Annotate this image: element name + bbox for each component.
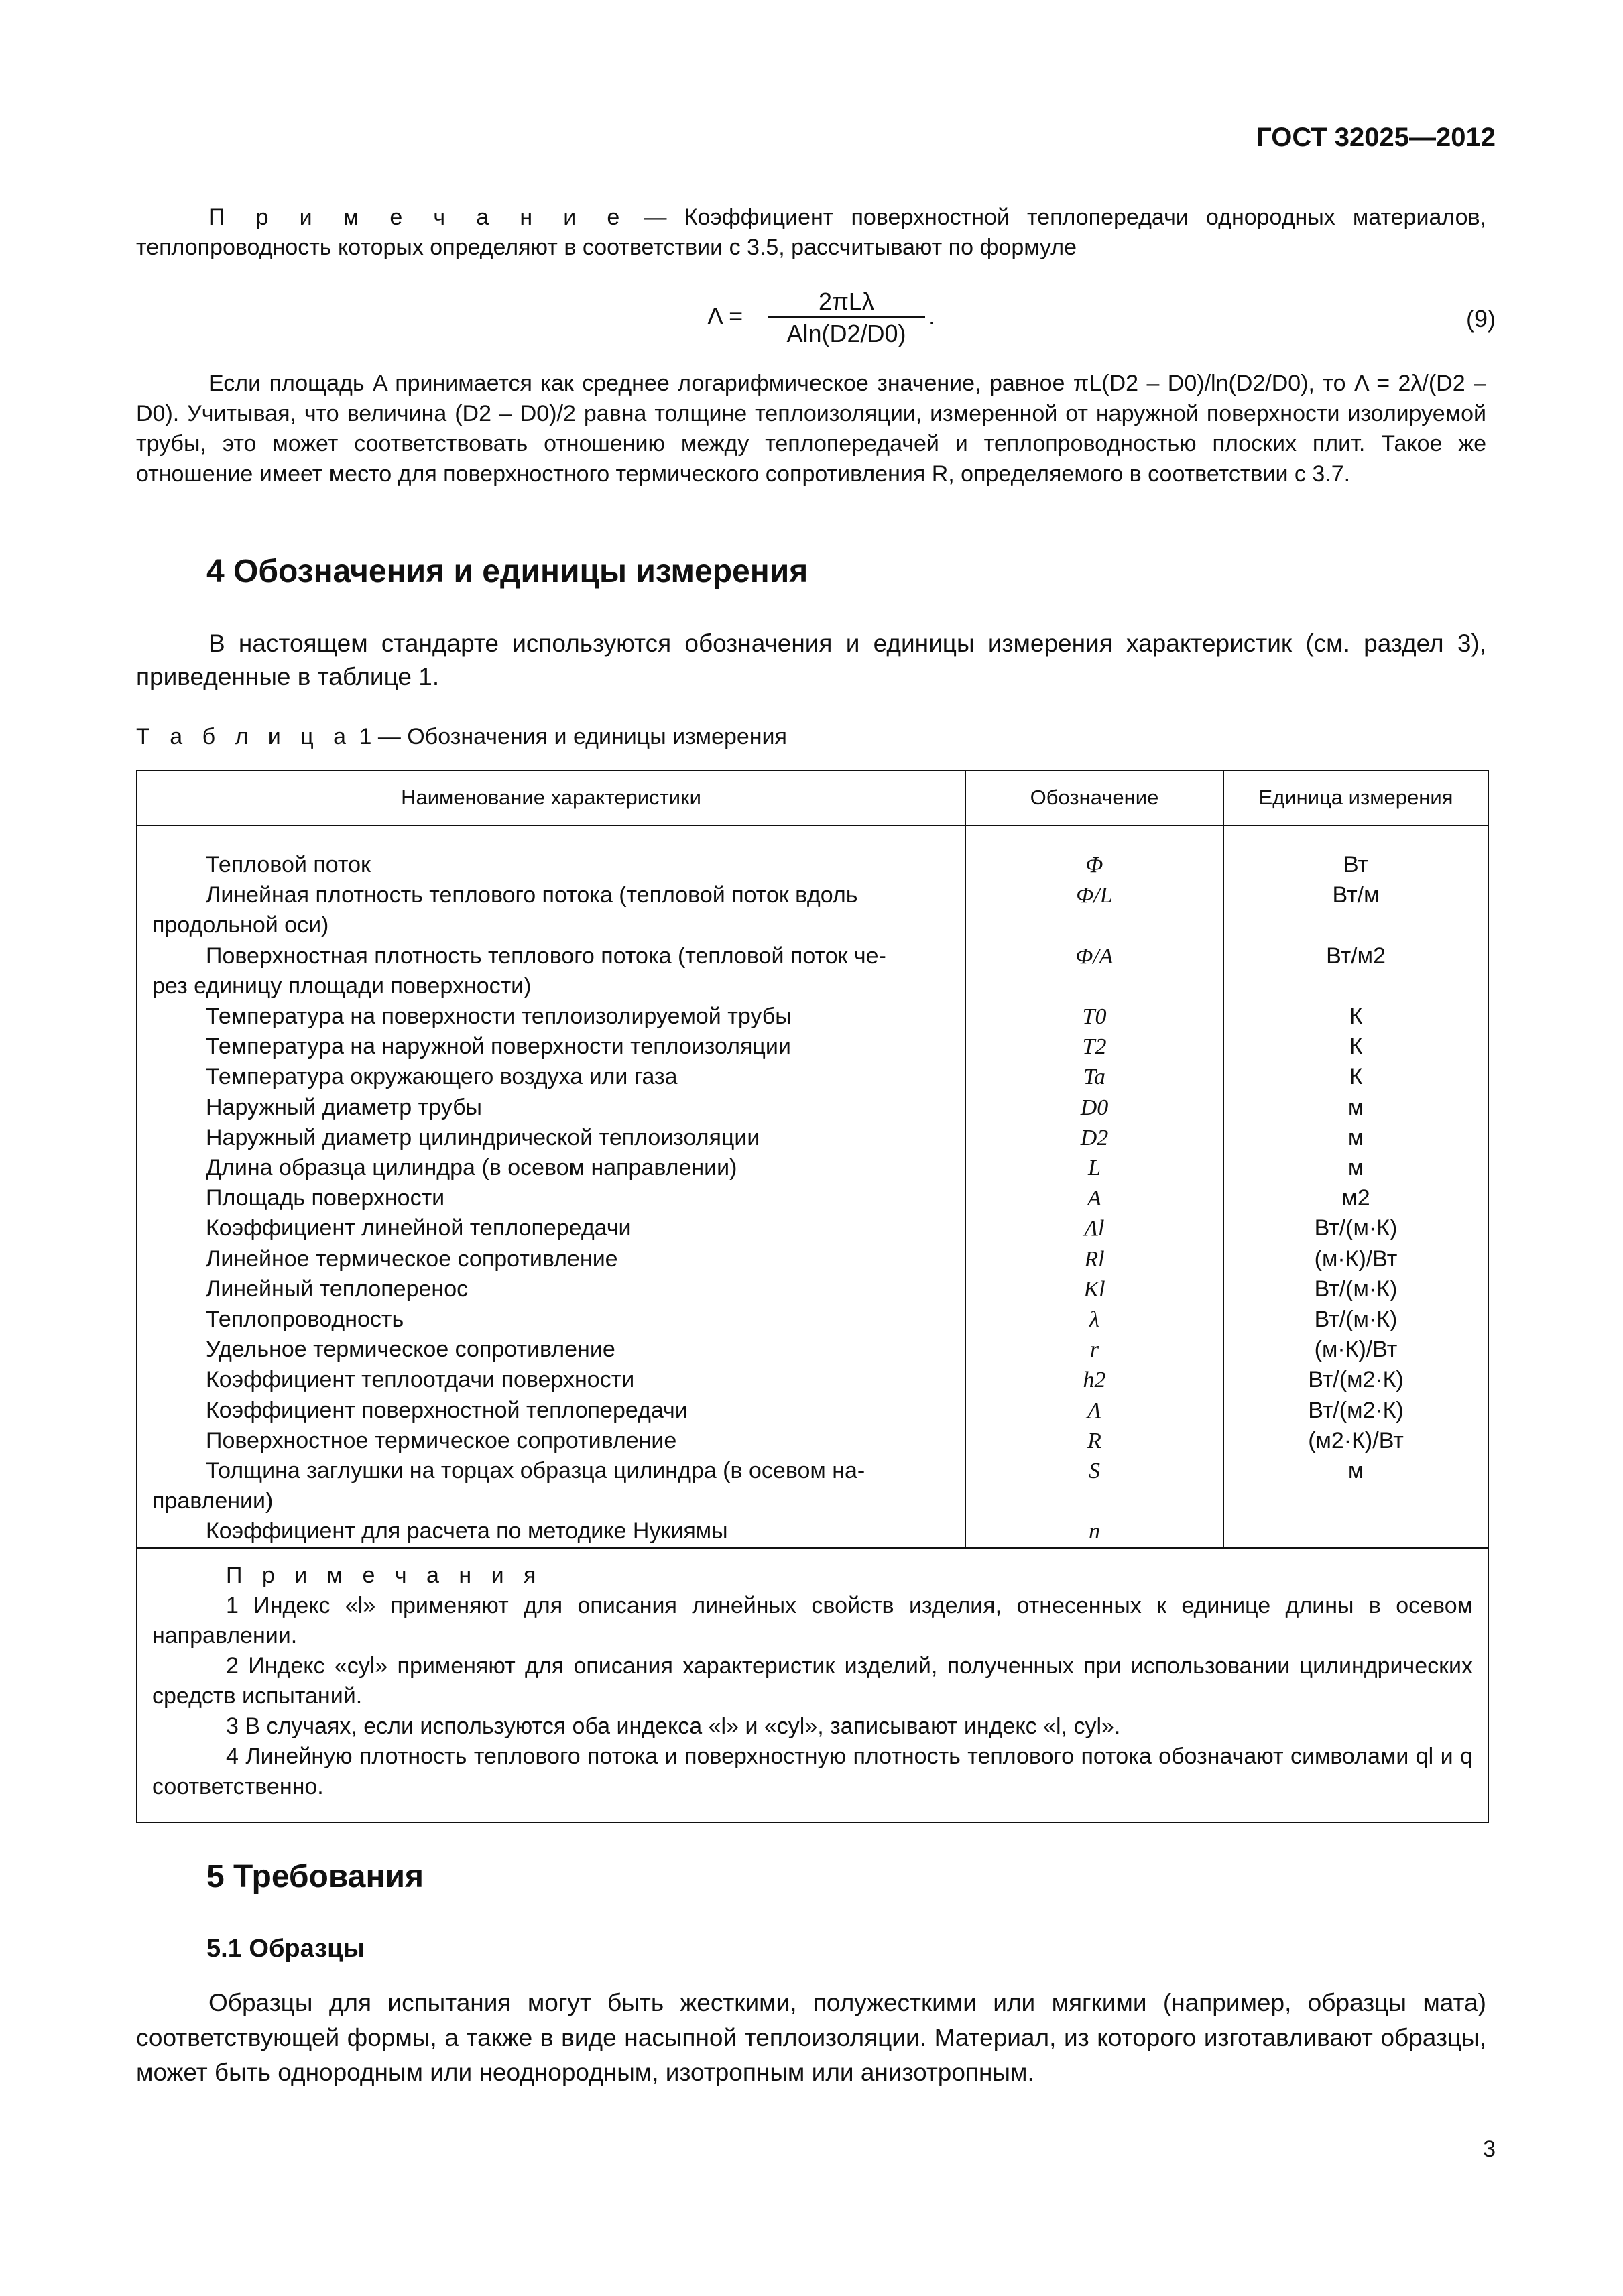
note-item: 2 Индекс «cyl» применяют для описания характеристик изделий, полученных при использовании цилиндрических средств испытаний.	[152, 1653, 1473, 1709]
page-number: 3	[1483, 2136, 1496, 2162]
table-cell: Rl	[1084, 1246, 1105, 1272]
table-cell: Вт/м	[1332, 882, 1380, 908]
table-cell: Вт	[1343, 852, 1369, 878]
table-cell: (м2·К)/Вт	[1308, 1427, 1404, 1453]
table-cell: м2	[1341, 1185, 1370, 1211]
table-cell	[1224, 910, 1488, 941]
table-cell: Коэффициент для расчета по методике Нукиямы	[206, 1518, 728, 1545]
table-cell: h2	[1083, 1368, 1106, 1393]
table-cell: Коэффициент теплоотдачи поверхности	[206, 1367, 635, 1393]
table-cell: Температура окружающего воздуха или газа	[206, 1064, 678, 1090]
table-notes	[137, 1548, 1488, 1823]
table-cell: Φ/L	[1076, 883, 1113, 908]
table-cell: м	[1347, 1155, 1364, 1181]
table-cell: правлении)	[152, 1488, 274, 1514]
formula-denominator: Aln(D2/D0)	[786, 320, 906, 347]
table-cell: Kl	[1083, 1276, 1105, 1302]
table-cell	[966, 971, 1223, 1002]
notes-label: П р и м е ч а н и я	[226, 1563, 543, 1588]
section-5-title: 5 Требования	[206, 1859, 424, 1894]
table-caption-text: 1 — Обозначения и единицы измерения	[353, 724, 787, 749]
table-cell: Вт/(м·К)	[1314, 1215, 1398, 1242]
formula-lhs: Λ =	[707, 302, 743, 330]
formula-numerator: 2πLλ	[768, 288, 925, 318]
table-cell: D2	[1080, 1125, 1109, 1150]
table-cell: Вт/(м·К)	[1314, 1276, 1398, 1302]
table-cell: (м·К)/Вт	[1314, 1337, 1398, 1363]
table-cell: продольной оси)	[152, 912, 329, 939]
table-cell: Вт/(м·К)	[1314, 1307, 1398, 1333]
table-cell: Φ	[1085, 853, 1103, 878]
table-cell: Удельное термическое сопротивление	[206, 1337, 615, 1363]
note-top-label: П р и м е ч а н и е	[208, 204, 627, 230]
table-cell: Площадь поверхности	[206, 1185, 445, 1211]
table-cell: Толщина заглушки на торцах образца цилиндра (в осевом на-	[206, 1458, 865, 1484]
table-cell: м	[1347, 1124, 1364, 1150]
section-5-1-text: Образцы для испытания могут быть жесткими, полужесткими или мягкими (например, образцы мата) соответствующей формы, а также в виде насыпной теплоизоляции. Материал, из которого изготавливают образцы, может быть однородным или неоднородным, изотропным или анизотропным.	[136, 1989, 1486, 2086]
subsection-5-1-title: 5.1 Образцы	[206, 1935, 365, 1963]
table-cell: L	[1088, 1156, 1101, 1181]
names-column	[137, 825, 965, 1548]
table-cell	[966, 910, 1223, 941]
table-cell: R	[1087, 1428, 1101, 1453]
formula-number: (9)	[1466, 305, 1496, 333]
table-cell: λ	[1089, 1307, 1099, 1333]
table-cell	[1224, 1486, 1488, 1516]
table-cell: S	[1089, 1459, 1100, 1484]
table-cell: Вт/(м2·К)	[1308, 1367, 1404, 1393]
formula-fraction	[768, 288, 925, 347]
table-cell: Наружный диаметр трубы	[206, 1094, 482, 1120]
note-item: 4 Линейную плотность теплового потока и поверхностную плотность теплового потока обозначают символами ql и q соответственно.	[152, 1744, 1473, 1799]
table-cell: К	[1349, 1004, 1363, 1030]
table-cell: м	[1347, 1458, 1364, 1484]
units-column	[1223, 825, 1488, 1548]
table-cell: Λ	[1087, 1398, 1101, 1423]
header-name: Наименование характеристики	[137, 770, 965, 825]
table-header-row	[137, 770, 1488, 825]
document-page: ГОСТ 32025—2012 П р и м е ч а н и е — Коэффициент поверхностной теплопередачи однородных материалов, теплопроводность которых определяют в соответствии с 3.5, рассчитывают по формуле Λ = 2πLλ Aln(D2/D0) . (9) Если площадь A принимается как среднее логарифмическое значение, равное πL(D2 – D0)/ln(D2/D0), то Λ = 2λ/(D2 – D0). Учитывая, что величина (D2 – D0)/2 равна толщине теплоизоляции, измеренной от наружной поверхности изолируемой трубы, это может соответствовать отношению между теплопередачей и теплопроводностью плоских плит. Такое же отношение имеет место для поверхностного термического сопротивления R, определяемого в соответствии с 3.7. 4 Обозначения и единицы измерения В настоящем стандарте используются обозначения и единицы измерения характеристик (см. раздел 3), приведенные в таблице 1. Т а б л и ц а 1 — Обозначения и единицы измерения Наименование характеристики Обозначение Единица измерения Тепловой поток Линейная плотность теплового потока (тепловой поток вдоль продольной оси) Поверхностная плотность теплового потока (тепловой поток че- рез единицу площади поверхности) Температура на поверхности теплоизолируемой трубы Температура на наружной поверхности теплоизоляции Температура окружающего воздуха или газа Наружный диаметр трубы Наружный диаметр цилиндрической теплоизоляции Длина образца цилиндра (в осевом направлении) Площадь поверхности Коэффициент линейной теплопередачи Линейное термическое сопротивление Линейный теплоперенос Теплопроводность Удельное термическое сопротивление Коэффициент теплоотдачи поверхности Коэффициент поверхностной теплопередачи Поверхностное термическое сопротивление Толщина заглушки на торцах образца цилиндра (в осевом на- правлении) Коэффициент для расчета по методике Нукиямы Φ Φ/L Φ/A T0 T2 Ta D0 D2 L A Λl Rl Kl λ r h2 Λ R S n Вт Вт/м Вт/м2 К К К м м м м2 Вт/(м·К) (м·К)/Вт Вт/(м·К) Вт/(м·К) (м·К)/Вт Вт/(м2·К) Вт/(м2·К) (м2·К)/Вт м П р и м е ч а н и я 1 Индекс «l» применяют для описания линейных свойств изделия, отнесенных к единице длины в осевом направлении. 2 Индекс «cyl» применяют для описания характеристик изделий, полученных при использовании цилиндрических средств испытаний. 3 В случаях, если используются оба индекса «l» и «cyl», записывают индекс «l, cyl». 4 Линейную плотность теплового потока и поверхностную плотность теплового потока обозначают символами ql и q соответственно. 5 Требования 5.1 Образцы Образцы для испытания могут быть жесткими, полужесткими или мягкими (например, образцы мата) соответствующей формы, а также в виде насыпной теплоизоляции. Материал, из которого изготавливают образцы, может быть однородным или неоднородным, изотропным или анизотропным. 3	[136, 123, 1496, 2162]
table-cell: Длина образца цилиндра (в осевом направлении)	[206, 1155, 737, 1181]
table-cell	[1224, 1516, 1488, 1547]
note-item: 3 В случаях, если используются оба индекса «l» и «cyl», записывают индекс «l, cyl».	[226, 1713, 1121, 1739]
table-cell: рез единицу площади поверхности)	[152, 973, 532, 999]
table-cell: Температура на наружной поверхности теплоизоляции	[206, 1034, 791, 1060]
table-cell: Вт/(м2·К)	[1308, 1397, 1404, 1423]
table-cell: Коэффициент линейной теплопередачи	[206, 1215, 632, 1242]
table-cell: T0	[1082, 1004, 1107, 1030]
table-cell: Теплопроводность	[206, 1307, 404, 1333]
table-cell: A	[1087, 1186, 1101, 1211]
table-notes-row	[137, 1548, 1488, 1823]
table-cell: T2	[1082, 1034, 1107, 1060]
table-1	[136, 770, 1489, 1823]
table-cell: r	[1089, 1337, 1099, 1363]
table-cell	[966, 1486, 1223, 1516]
note-item: 1 Индекс «l» применяют для описания линейных свойств изделия, отнесенных к единице длины в осевом направлении.	[152, 1593, 1473, 1648]
table-cell: Линейное термическое сопротивление	[206, 1246, 618, 1272]
table-caption-label: Т а б л и ц а	[136, 724, 353, 749]
table-cell: Коэффициент поверхностной теплопередачи	[206, 1397, 688, 1423]
table-cell: Φ/A	[1075, 943, 1114, 969]
table-cell: Наружный диаметр цилиндрической теплоизоляции	[206, 1124, 760, 1150]
section-4-title: 4 Обозначения и единицы измерения	[206, 554, 808, 589]
table-cell: К	[1349, 1034, 1363, 1060]
table-cell: n	[1089, 1519, 1100, 1545]
table-caption	[136, 724, 787, 750]
table-cell: м	[1347, 1094, 1364, 1120]
table-cell: Температура на поверхности теплоизолируемой трубы	[206, 1004, 792, 1030]
table-cell: Линейный теплоперенос	[206, 1276, 469, 1302]
table-cell: Тепловой поток	[206, 852, 371, 878]
table-body-row	[137, 825, 1488, 1548]
table-cell: (м·К)/Вт	[1314, 1246, 1398, 1272]
symbols-column	[965, 825, 1223, 1548]
paragraph-after-formula: Если площадь A принимается как среднее логарифмическое значение, равное πL(D2 – D0)/ln(D2/D0), то Λ = 2λ/(D2 – D0). Учитывая, что величина (D2 – D0)/2 равна толщине теплоизоляции, измеренной от наружной поверхности изолируемой трубы, это может соответствовать отношению между теплопередачей и теплопроводностью плоских плит. Такое же отношение имеет место для поверхностного термического сопротивления R, определяемого в соответствии с 3.7.	[136, 371, 1486, 487]
header-unit: Единица измерения	[1223, 770, 1488, 825]
table-cell: Λl	[1084, 1216, 1105, 1242]
header-symbol: Обозначение	[965, 770, 1223, 825]
section-4-intro: В настоящем стандарте используются обозначения и единицы измерения характеристик (см. раздел 3), приведенные в таблице 1.	[136, 629, 1486, 690]
table-cell	[1224, 971, 1488, 1002]
note-top-text: — Коэффициент поверхностной теплопередачи однородных материалов, теплопроводность которых определяют в соответствии с 3.5, рассчитывают по формуле	[136, 204, 1486, 260]
table-cell: D0	[1080, 1095, 1109, 1120]
table-cell: Поверхностное термическое сопротивление	[206, 1427, 677, 1453]
table-cell: Ta	[1083, 1065, 1105, 1090]
table-cell: Поверхностная плотность теплового потока (тепловой поток че-	[206, 943, 886, 969]
table-cell: Вт/м2	[1326, 943, 1386, 969]
note-top	[136, 202, 1486, 263]
standard-code: ГОСТ 32025—2012	[1256, 123, 1496, 152]
table-cell: К	[1349, 1064, 1363, 1090]
table-cell: Линейная плотность теплового потока (тепловой поток вдоль	[206, 882, 858, 908]
